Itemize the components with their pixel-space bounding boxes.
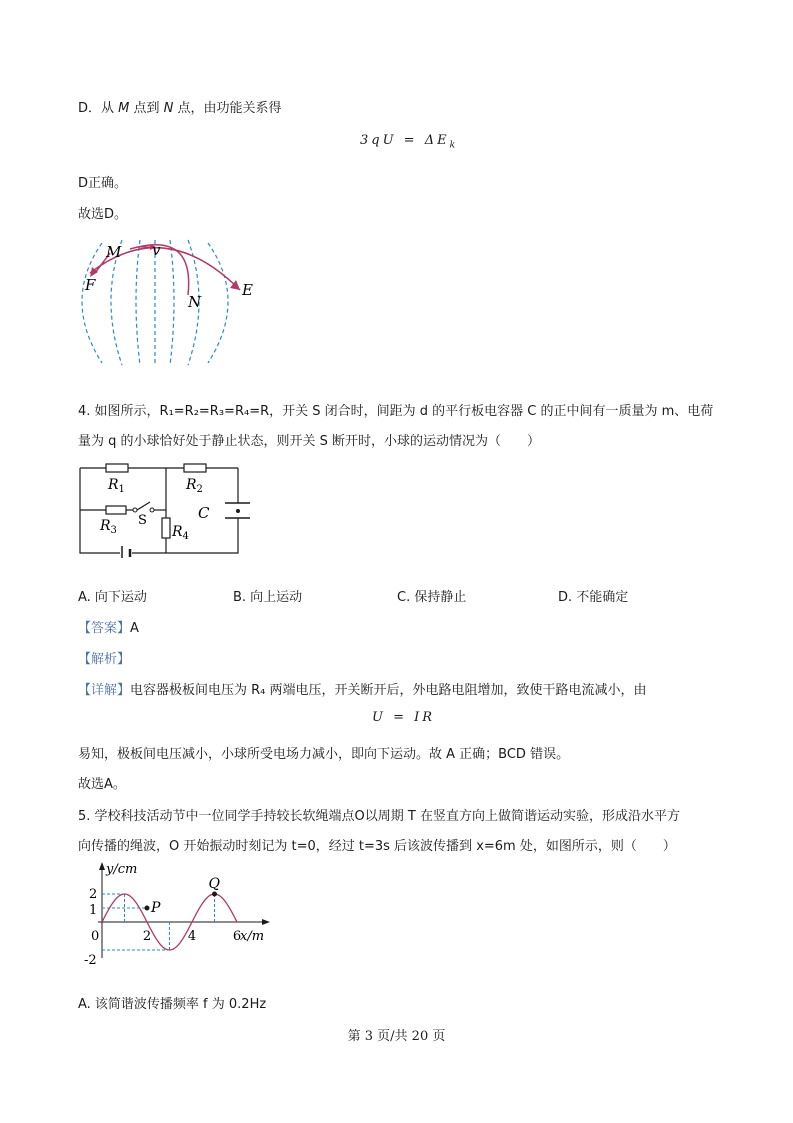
equation-energy: [360, 133, 458, 151]
label-r2-main: R: [186, 477, 197, 493]
field-line-left-3: [82, 243, 102, 363]
y-axis-arrow-icon: [99, 862, 105, 870]
choose-d-text: 故选D。: [78, 207, 128, 222]
label-e: E: [242, 281, 253, 299]
item-d-line: [78, 97, 282, 116]
field-line-right-3: [208, 243, 228, 363]
label-r4: [171, 524, 189, 542]
x-axis-label: x/m: [240, 929, 265, 944]
label-r2-sub: 2: [196, 484, 203, 495]
q4-detail: [78, 679, 647, 698]
label-r3: [99, 518, 117, 536]
label-n: N: [188, 293, 202, 311]
label-m: M: [106, 243, 122, 261]
x-tick-4: 4: [187, 929, 197, 944]
x-axis-arrow-icon: [262, 919, 270, 925]
label-r1: [107, 477, 125, 495]
q5-line1: 5. 学校科技活动节中一位同学手持较长软绳端点O以周期 T 在竖直方向上做简谐运动实验，形成沿水平方: [78, 809, 680, 824]
charged-ball: [236, 509, 240, 513]
point-p-marker: [145, 906, 150, 911]
switch-contact-right: [150, 508, 154, 512]
equation-ohm: U = IR: [372, 710, 436, 725]
q4-answer: [78, 617, 139, 636]
q4-option-c[interactable]: C. 保持静止: [397, 590, 467, 605]
label-r1-sub: 1: [118, 484, 125, 495]
label-f: F: [85, 276, 96, 294]
item-d-end: 点，由功能关系得: [177, 101, 282, 116]
q4-conclusion: 易知，极板间电压减小，小球所受电场力减小，即向下运动。故 A 正确；BCD 错误。: [78, 747, 570, 762]
switch-contact-left: [133, 508, 137, 512]
q4-option-d[interactable]: D. 不能确定: [558, 590, 629, 605]
resistor-r2: [184, 464, 206, 472]
label-r1-main: R: [108, 477, 119, 493]
y-tick-neg2: -2: [84, 953, 97, 968]
point-q-marker: [212, 892, 217, 897]
d-correct-text: D正确。: [78, 176, 128, 191]
item-d-mid: 点到: [133, 101, 160, 116]
field-line-right-1: [170, 240, 174, 365]
detail-text: 电容器极板间电压为 R₄ 两端电压，开关断开后，外电路电阻增加，致使干路电流减小，由: [130, 683, 647, 698]
x-tick-2: 2: [142, 929, 152, 944]
point-m: M: [118, 101, 130, 116]
page-footer: 第 3 页/共 20 页: [347, 1029, 446, 1044]
resistor-r3: [106, 506, 126, 514]
y-tick-1: 1: [89, 903, 98, 918]
q5-option-a[interactable]: A. 该简谐波传播频率 f 为 0.2Hz: [78, 997, 267, 1012]
q4-analysis-tag: 【解析】: [78, 652, 131, 667]
label-q: Q: [208, 876, 220, 892]
point-n: N: [163, 101, 174, 116]
item-d-label: D．从: [78, 101, 115, 116]
switch-blade: [137, 502, 150, 510]
circuit-diagram: [70, 458, 250, 558]
label-r3-sub: 3: [110, 525, 117, 536]
q4-choose: 故选A。: [78, 777, 126, 792]
q4-option-b[interactable]: B. 向上运动: [233, 590, 303, 605]
q4-option-a[interactable]: A. 向下运动: [78, 590, 147, 605]
label-s: S: [138, 513, 147, 528]
answer-value: A: [130, 621, 139, 636]
label-r4-main: R: [172, 524, 183, 540]
wave-graph: [70, 858, 280, 973]
equation-energy-sub: k: [449, 140, 459, 151]
resistor-r4: [162, 518, 170, 538]
x-tick-6: 6: [232, 929, 242, 944]
field-line-left-1: [136, 240, 140, 365]
label-c: C: [198, 504, 210, 522]
detail-tag: 【详解】: [78, 683, 131, 698]
q4-line1: 4. 如图所示，R₁=R₂=R₃=R₄=R，开关 S 闭合时，间距为 d 的平行板电容器 C 的正中间有一质量为 m、电荷: [78, 404, 714, 419]
resistor-r1: [106, 464, 128, 472]
q4-line2: 量为 q 的小球恰好处于静止状态，则开关 S 断开时，小球的运动情况为（ ）: [78, 434, 541, 449]
answer-tag: 【答案】: [78, 621, 131, 636]
equation-energy-main: 3qU = ΔE: [360, 133, 450, 148]
y-axis-label: y/cm: [106, 862, 138, 877]
label-v: v: [152, 241, 161, 259]
y-tick-2: 2: [89, 887, 98, 902]
label-p: P: [151, 900, 161, 916]
q5-line2: 向传播的绳波，O 开始振动时刻记为 t=0，经过 t=3s 后该波传播到 x=6m 处，如图所示，则（ ）: [78, 839, 676, 854]
label-r2: [185, 477, 203, 495]
label-r4-sub: 4: [182, 531, 189, 542]
field-lines-figure: [70, 235, 270, 370]
origin-label: 0: [91, 929, 100, 944]
label-r3-main: R: [100, 518, 111, 534]
